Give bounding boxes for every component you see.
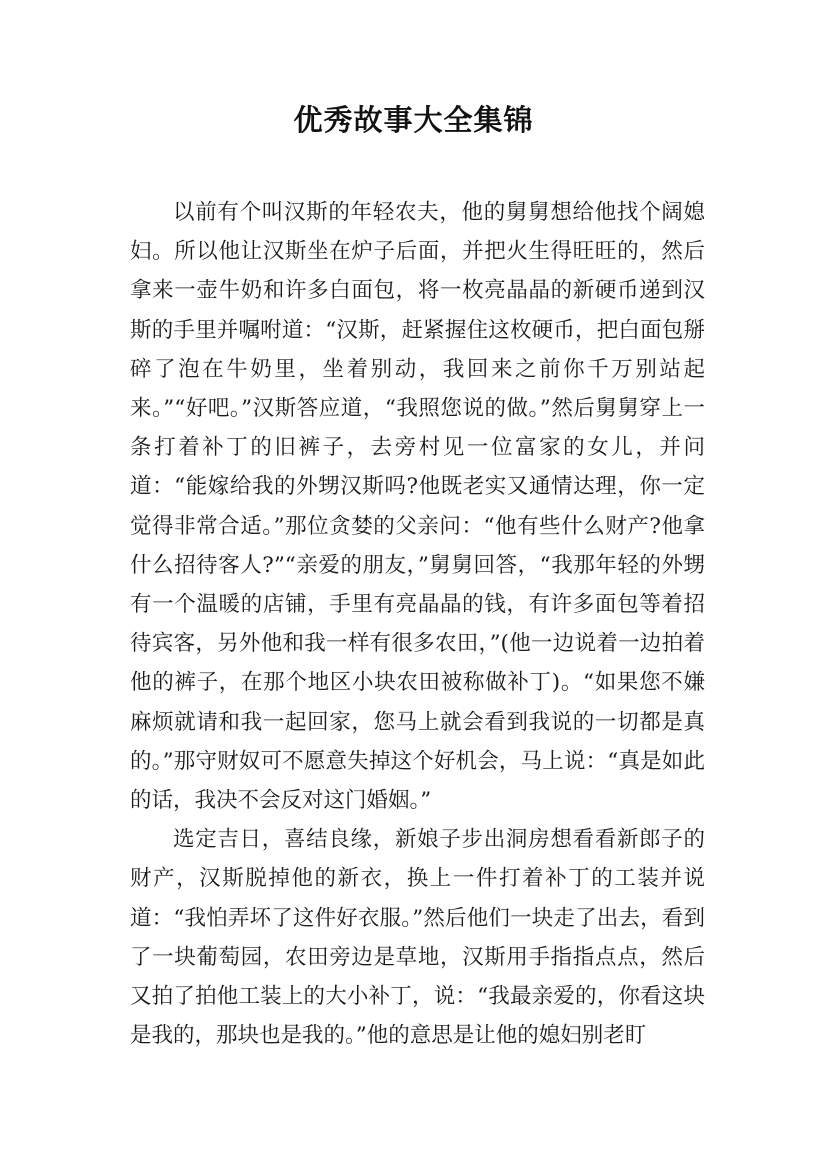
document-title: 优秀故事大全集锦 — [293, 103, 534, 137]
paragraph-1: 以前有个叫汉斯的年轻农夫，他的舅舅想给他找个阔媳妇。所以他让汉斯坐在炉子后面，并把火生得旺旺的，然后拿来一壶牛奶和许多白面包，将一枚亮晶晶的新硬币递到汉斯的手里并嘱咐道：“汉斯，赶紧握住这枚硬币，把白面包掰碎了泡在牛奶里，坐着别动，我回来之前你千万别站起来。”“好吧。”汉斯答应道，“我照您说的做。”然后舅舅穿上一条打着补丁的旧裤子，去旁村见一位富家的女儿，并问道：“能嫁给我的外甥汉斯吗?他既老实又通情达理，你一定觉得非常合适。”那位贪婪的父亲问：“他有些什么财产?他拿什么招待客人?”“亲爱的朋友，”舅舅回答，“我那年轻的外甥有一个温暖的店铺，手里有亮晶晶的钱，有许多面包等着招待宾客，另外他和我一样有很多农田，”(他一边说着一边拍着他的裤子，在那个地区小块农田被称做补丁)。“如果您不嫌麻烦就请和我一起回家，您马上就会看到我说的一切都是真的。”那守财奴可不愿意失掉这个好机会，马上说：“真是如此的话，我决不会反对这门婚姻。” — [130, 200, 705, 814]
document-body — [130, 193, 705, 1055]
paragraph-2: 选定吉日，喜结良缘，新娘子步出洞房想看看新郎子的财产，汉斯脱掉他的新衣，换上一件打着补丁的工装并说道：“我怕弄坏了这件好衣服。”然后他们一块走了出去，看到了一块葡萄园，农田旁边是草地，汉斯用手指指点点，然后又拍了拍他工装上的大小补丁，说：“我最亲爱的，你看这块是我的，那块也是我的。”他的意思是让他的媳妇别老盯 — [130, 827, 705, 1049]
